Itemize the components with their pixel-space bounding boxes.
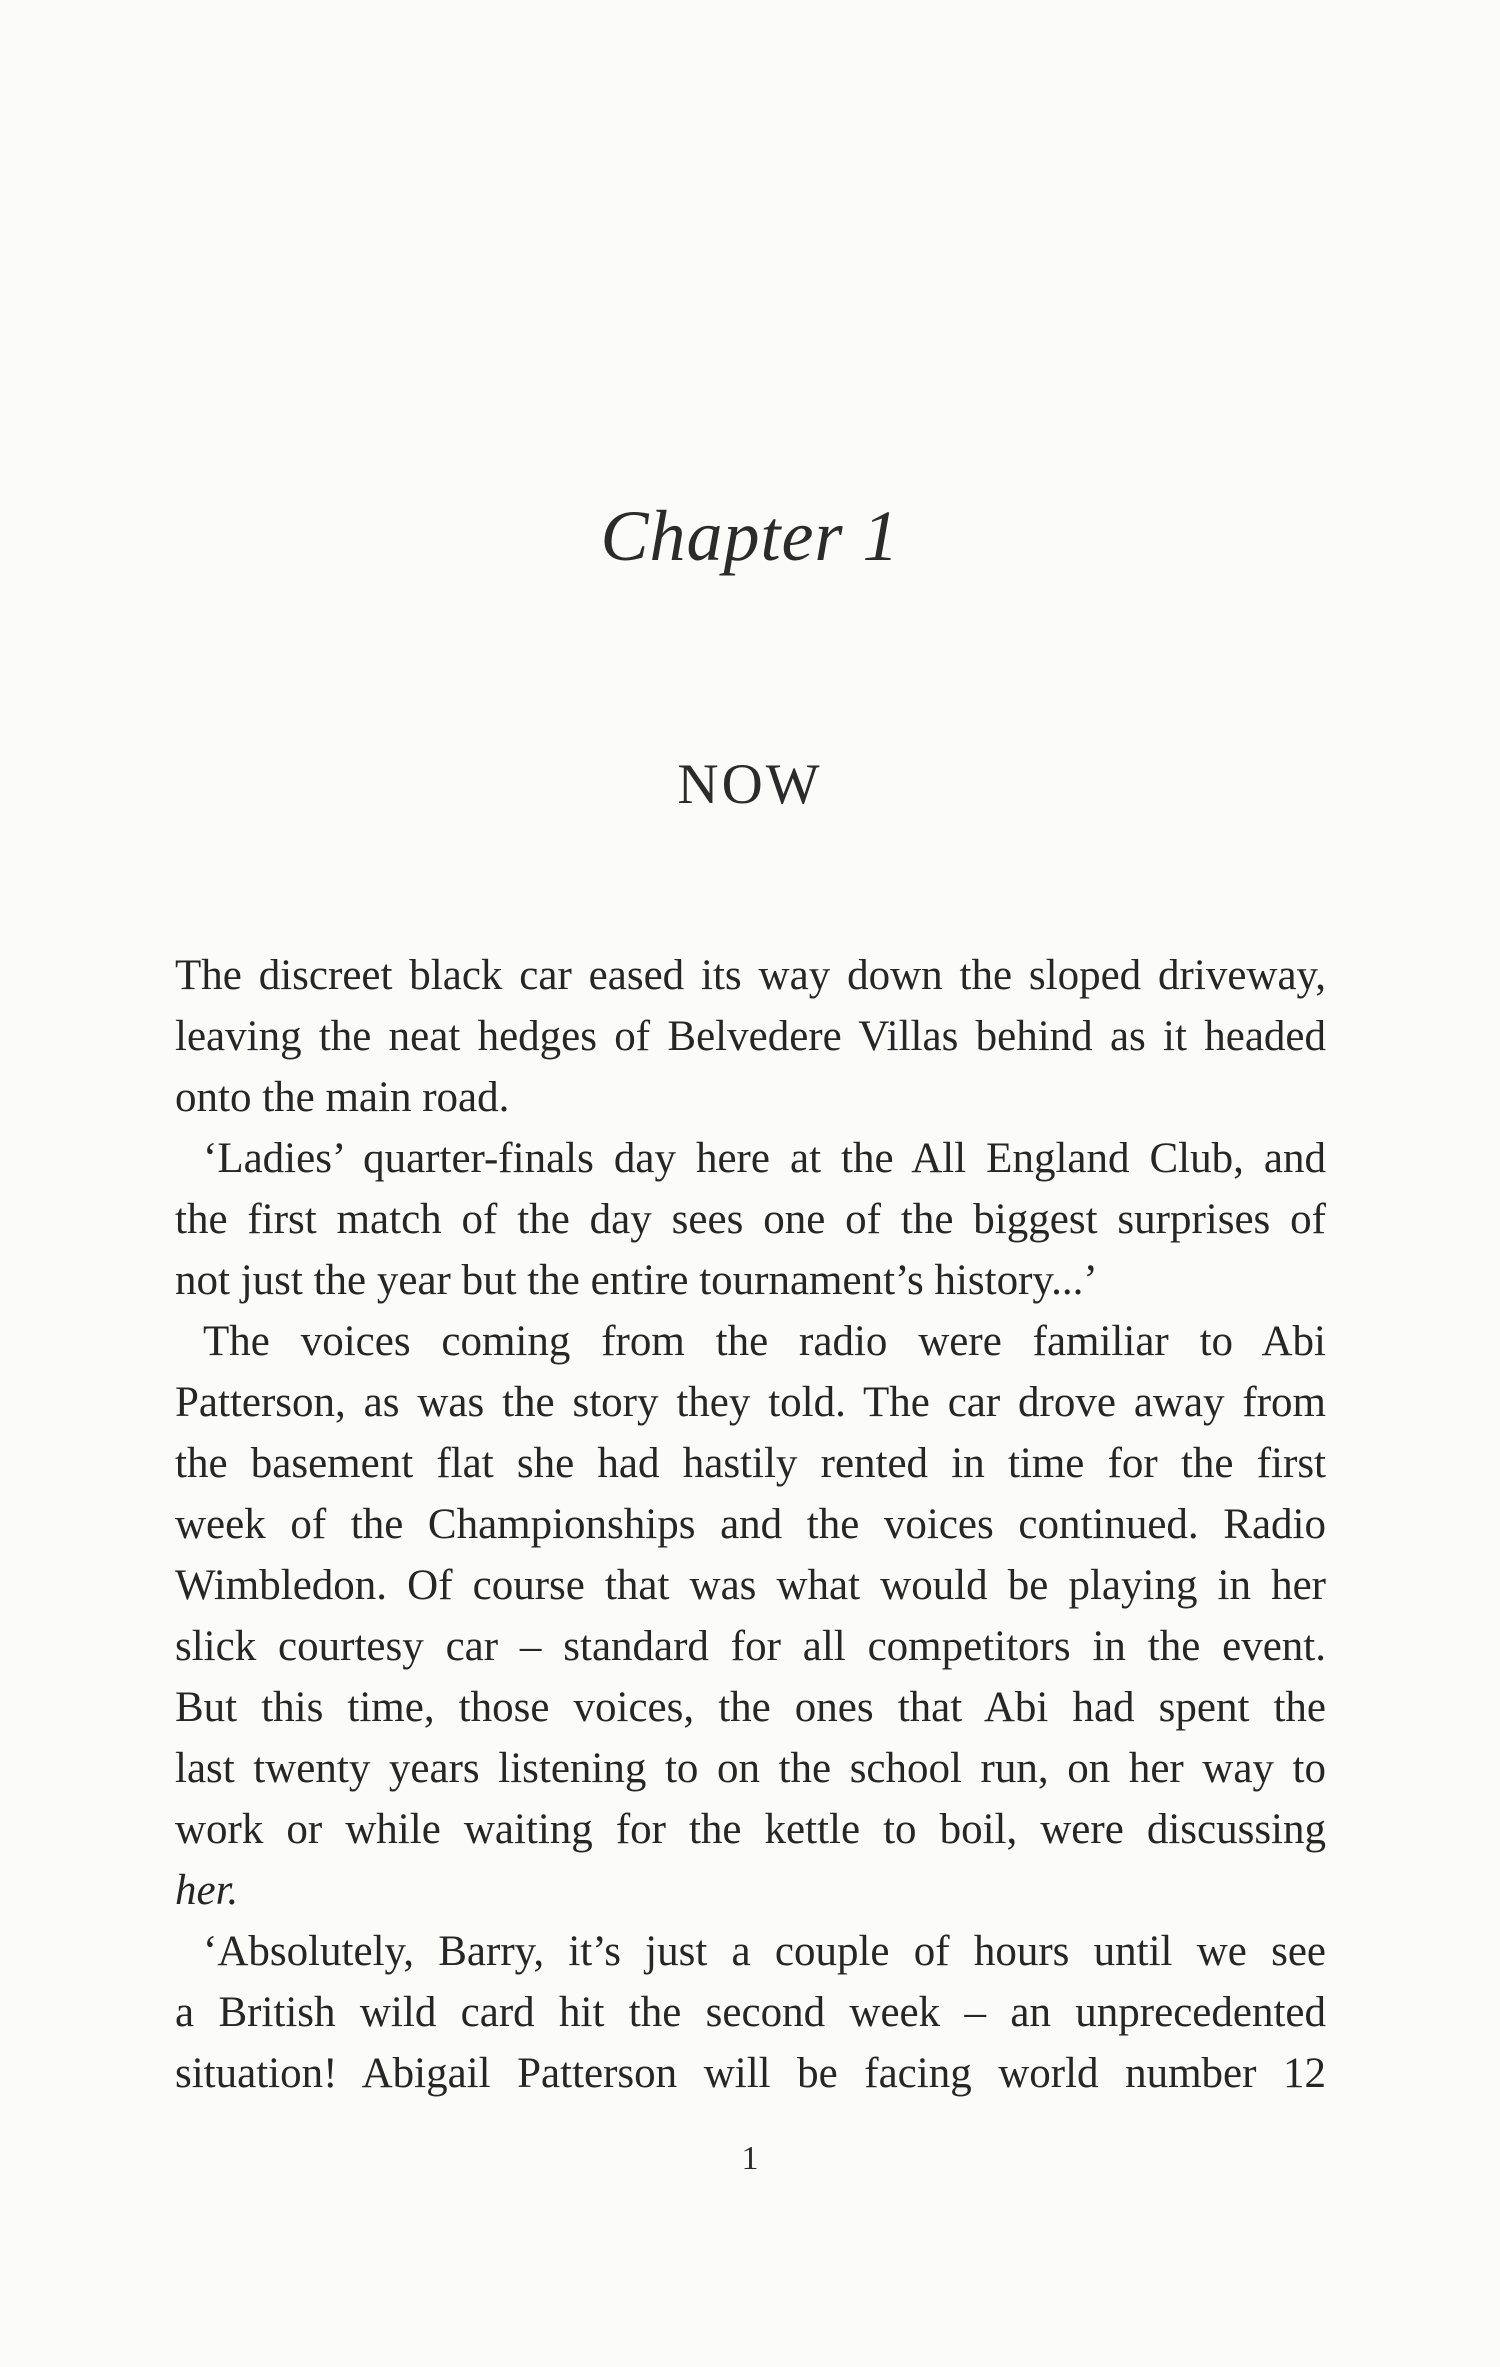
text-line: work or while waiting for the kettle to boil, were discussing [175, 1806, 1326, 1853]
text-line: the basement flat she had hastily rented in time for the first [175, 1440, 1326, 1487]
paragraph [175, 1311, 1326, 1921]
text-line: The discreet black car eased its way down the sloped driveway, [175, 952, 1326, 999]
text-line: The voices coming from the radio were familiar to Abi [203, 1318, 1326, 1365]
page-number: 1 [741, 2140, 759, 2177]
text-line: ‘Ladies’ quarter-finals day here at the All England Club, and [203, 1135, 1326, 1182]
text-line: Wimbledon. Of course that was what would be playing in her [175, 1562, 1326, 1609]
text-line: not just the year but the entire tournament’s history...’ [175, 1257, 1098, 1304]
text-line: But this time, those voices, the ones that Abi had spent the [175, 1684, 1326, 1731]
text-line: onto the main road. [175, 1074, 510, 1121]
paragraph [175, 945, 1326, 1128]
text-line: leaving the neat hedges of Belvedere Villas behind as it headed [175, 1013, 1326, 1060]
text-line: last twenty years listening to on the school run, on her way to [175, 1745, 1326, 1792]
text-line: the first match of the day sees one of the biggest surprises of [175, 1196, 1326, 1243]
text-line: situation! Abigail Patterson will be facing world number 12 [175, 2050, 1326, 2097]
paragraph [175, 1128, 1326, 1311]
text-line: week of the Championships and the voices continued. Radio [175, 1501, 1326, 1548]
text-line: slick courtesy car – standard for all competitors in the event. [175, 1623, 1326, 1670]
text-line: a British wild card hit the second week – an unprecedented [175, 1989, 1326, 2036]
body-text [175, 945, 1326, 2104]
text-line: Patterson, as was the story they told. The car drove away from [175, 1379, 1326, 1426]
section-heading: NOW [677, 753, 823, 816]
text-line-italic: her. [175, 1867, 239, 1914]
text-line: ‘Absolutely, Barry, it’s just a couple of hours until we see [203, 1928, 1326, 1975]
paragraph [175, 1921, 1326, 2104]
chapter-title: Chapter 1 [600, 496, 900, 576]
